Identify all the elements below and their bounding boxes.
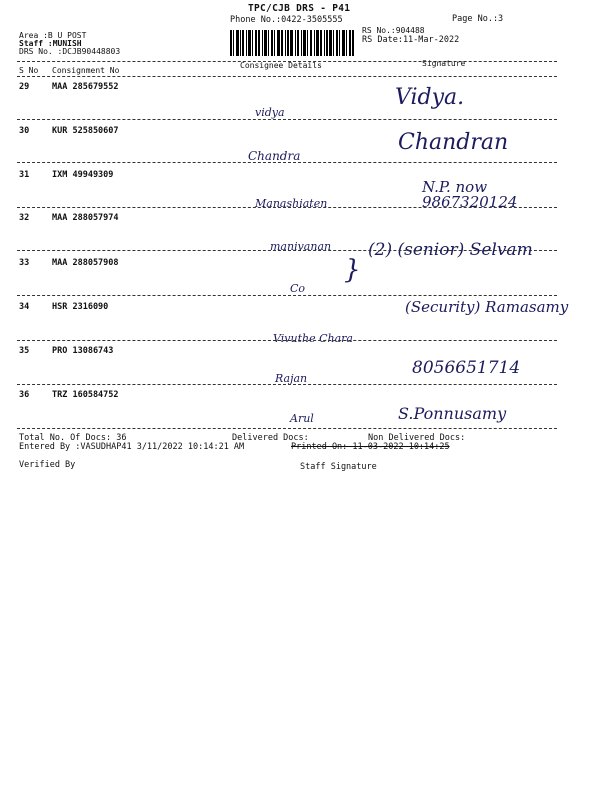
total-docs: Total No. Of Docs: 36 bbox=[19, 433, 127, 443]
drs-number: DRS No. :DCJB90448803 bbox=[19, 47, 121, 56]
divider bbox=[17, 76, 557, 77]
column-header-sno: S No bbox=[19, 66, 39, 75]
rs-date: RS Date:11-Mar-2022 bbox=[362, 35, 460, 45]
row-sno: 29 bbox=[19, 82, 30, 92]
divider bbox=[17, 428, 557, 429]
row-sno: 32 bbox=[19, 213, 30, 223]
delivered-docs: Delivered Docs: bbox=[232, 433, 309, 443]
printed-on: Printed On: 11-03-2022 10:14:25 bbox=[291, 442, 450, 452]
consignee-handwriting: vidya bbox=[255, 106, 285, 119]
consignee-handwriting: Vivuthe Chara bbox=[273, 332, 353, 345]
row-sno: 31 bbox=[19, 170, 30, 180]
document-title: TPC/CJB DRS - P41 bbox=[248, 3, 351, 14]
row-consignment: KUR 525850607 bbox=[52, 126, 119, 136]
column-header-signature: Signature bbox=[422, 59, 466, 68]
signature-handwriting: (2) (senior) Selvam bbox=[368, 240, 533, 260]
verified-by: Verified By bbox=[19, 460, 76, 470]
staff-label: Staff :MUNISH bbox=[19, 39, 82, 48]
row-consignment: HSR 2316090 bbox=[52, 302, 109, 312]
divider bbox=[17, 119, 557, 120]
consignee-handwriting: Arul bbox=[290, 412, 314, 425]
signature-handwriting: N.P. now 9867320124 bbox=[422, 178, 518, 211]
consignee-handwriting: Rajan bbox=[275, 372, 308, 385]
row-consignment: IXM 49949309 bbox=[52, 170, 114, 180]
signature-handwriting: S.Ponnusamy bbox=[398, 404, 507, 423]
signature-handwriting: Chandran bbox=[398, 130, 509, 155]
divider bbox=[17, 384, 557, 385]
staff-signature: Staff Signature bbox=[300, 462, 377, 472]
consignee-handwriting: Co bbox=[290, 282, 306, 295]
phone-number: Phone No.:0422-3505555 bbox=[230, 15, 343, 25]
brace-mark: } bbox=[344, 255, 361, 285]
row-sno: 33 bbox=[19, 258, 30, 268]
column-header-consignee: Consignee Details bbox=[240, 61, 322, 70]
divider bbox=[17, 295, 557, 296]
row-sno: 36 bbox=[19, 390, 30, 400]
column-header-consignment: Consignment No bbox=[52, 66, 120, 75]
barcode bbox=[229, 30, 355, 56]
consignee-handwriting: manivanan bbox=[270, 240, 332, 253]
signature-handwriting: 8056651714 bbox=[412, 358, 521, 378]
area-label: Area :B U POST bbox=[19, 31, 87, 40]
row-sno: 30 bbox=[19, 126, 30, 136]
entered-by: Entered By :VASUDHAP41 3/11/2022 10:14:21 AM bbox=[19, 442, 245, 452]
divider bbox=[17, 250, 557, 251]
row-consignment: MAA 288057974 bbox=[52, 213, 119, 223]
divider bbox=[17, 162, 557, 163]
signature-handwriting: Vidya. bbox=[395, 85, 465, 110]
row-sno: 35 bbox=[19, 346, 30, 356]
divider bbox=[17, 207, 557, 208]
consignee-handwriting: Chandra bbox=[248, 149, 301, 163]
divider bbox=[17, 340, 557, 341]
consignee-handwriting: Manashiaten bbox=[255, 197, 328, 210]
row-sno: 34 bbox=[19, 302, 30, 312]
row-consignment: MAA 288057908 bbox=[52, 258, 119, 268]
page-number: Page No.:3 bbox=[452, 14, 504, 24]
rs-number: RS No.:904488 bbox=[362, 26, 425, 35]
row-consignment: TRZ 160584752 bbox=[52, 390, 119, 400]
row-consignment: PRO 13086743 bbox=[52, 346, 114, 356]
signature-handwriting: (Security) Ramasamy bbox=[405, 298, 569, 316]
row-consignment: MAA 285679552 bbox=[52, 82, 119, 92]
non-delivered-docs: Non Delivered Docs: bbox=[368, 433, 466, 443]
